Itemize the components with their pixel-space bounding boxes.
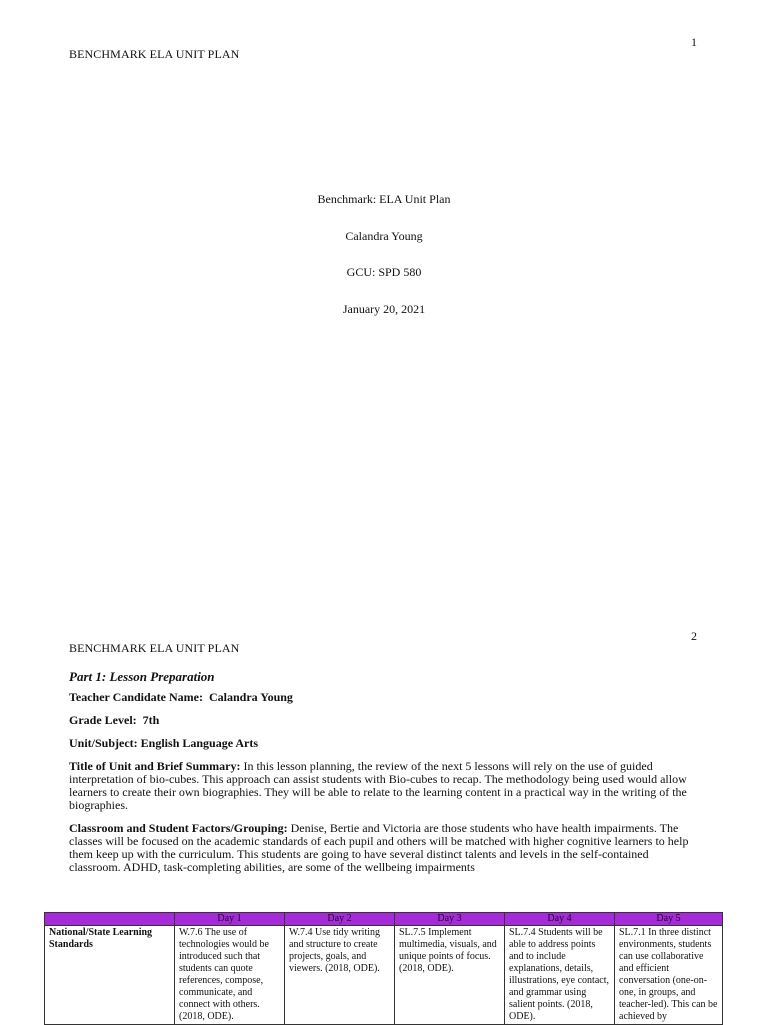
teacher-label: Teacher Candidate Name: <box>69 690 203 704</box>
running-head: BENCHMARK ELA UNIT PLAN <box>69 47 240 61</box>
summary-text: In this lesson planning, the review of the next 5 lessons will rely on the use of guided interpretation of bio-cubes. This approach can assist students with Bio-cubes to recap. The methodology being used would allow learners to create their own biographies. They will be able to relate to the learning content in a practical way in the writing of the biographies. <box>69 759 687 812</box>
teacher-value: Calandra Young <box>209 690 293 704</box>
part-heading: Part 1: Lesson Preparation <box>69 669 215 684</box>
grade-level-line <box>69 714 701 727</box>
day-header: Day 1 <box>175 913 285 926</box>
teacher-name-line <box>69 691 701 704</box>
unit-subject-line <box>69 737 701 750</box>
table-cell: W.7.4 Use tidy writing and structure to create projects, goals, and viewers. (2018, ODE). <box>285 926 395 1025</box>
title-line: Benchmark: ELA Unit Plan <box>317 192 451 206</box>
table-cell: SL.7.5 Implement multimedia, visuals, and unique points of focus. (2018, ODE). <box>395 926 505 1025</box>
row-label: National/State Learning Standards <box>45 926 175 1025</box>
table-corner <box>45 913 175 926</box>
table-cell: SL.7.4 Students will be able to address points and to include explanations, details, illustrations, eye contact, and grammar using salient points. (2018, ODE). <box>505 926 615 1025</box>
page-number: 1 <box>691 35 697 49</box>
running-head: BENCHMARK ELA UNIT PLAN <box>69 641 240 655</box>
summary-label: Title of Unit and Brief Summary: <box>69 759 241 773</box>
grade-label: Grade Level: <box>69 713 137 727</box>
title-line: GCU: SPD 580 <box>346 265 422 279</box>
day-header: Day 5 <box>615 913 723 926</box>
factors-paragraph <box>69 822 701 874</box>
day-header: Day 3 <box>395 913 505 926</box>
title-line: Calandra Young <box>345 228 423 243</box>
unit-value: English Language Arts <box>140 736 259 750</box>
table-cell: W.7.6 The use of technologies would be introduced such that students can quote references, compose, communicate, and connect with others. (2018, ODE). <box>175 926 285 1025</box>
table-cell: SL.7.1 In three distinct environments, students can use collaborative and efficient conversation (one-on-one, in groups, and teacher-led). This can be achieved by <box>615 926 723 1025</box>
day-header: Day 2 <box>285 913 395 926</box>
factors-text: Denise, Bertie and Victoria are those students who have health impairments. The classes will be focused on the academic standards of each pupil and others will be matched with higher cognitive learners to help them keep up with the curriculum. This students are going to have several distinct talents and levels in the self-contained classroom. ADHD, task-completing abilities, are some of the wellbeing impairments <box>69 821 689 874</box>
page-number: 2 <box>691 629 697 643</box>
day-header: Day 4 <box>505 913 615 926</box>
title-block <box>0 192 768 338</box>
standards-table <box>44 912 723 1025</box>
summary-paragraph <box>69 760 701 812</box>
lesson-preparation <box>69 670 701 884</box>
title-line: January 20, 2021 <box>342 301 426 316</box>
table-row <box>45 926 723 1025</box>
grade-value: 7th <box>142 713 160 727</box>
unit-label: Unit/Subject: <box>69 736 138 750</box>
factors-label: Classroom and Student Factors/Grouping: <box>69 821 288 835</box>
table-header-row <box>45 913 723 926</box>
